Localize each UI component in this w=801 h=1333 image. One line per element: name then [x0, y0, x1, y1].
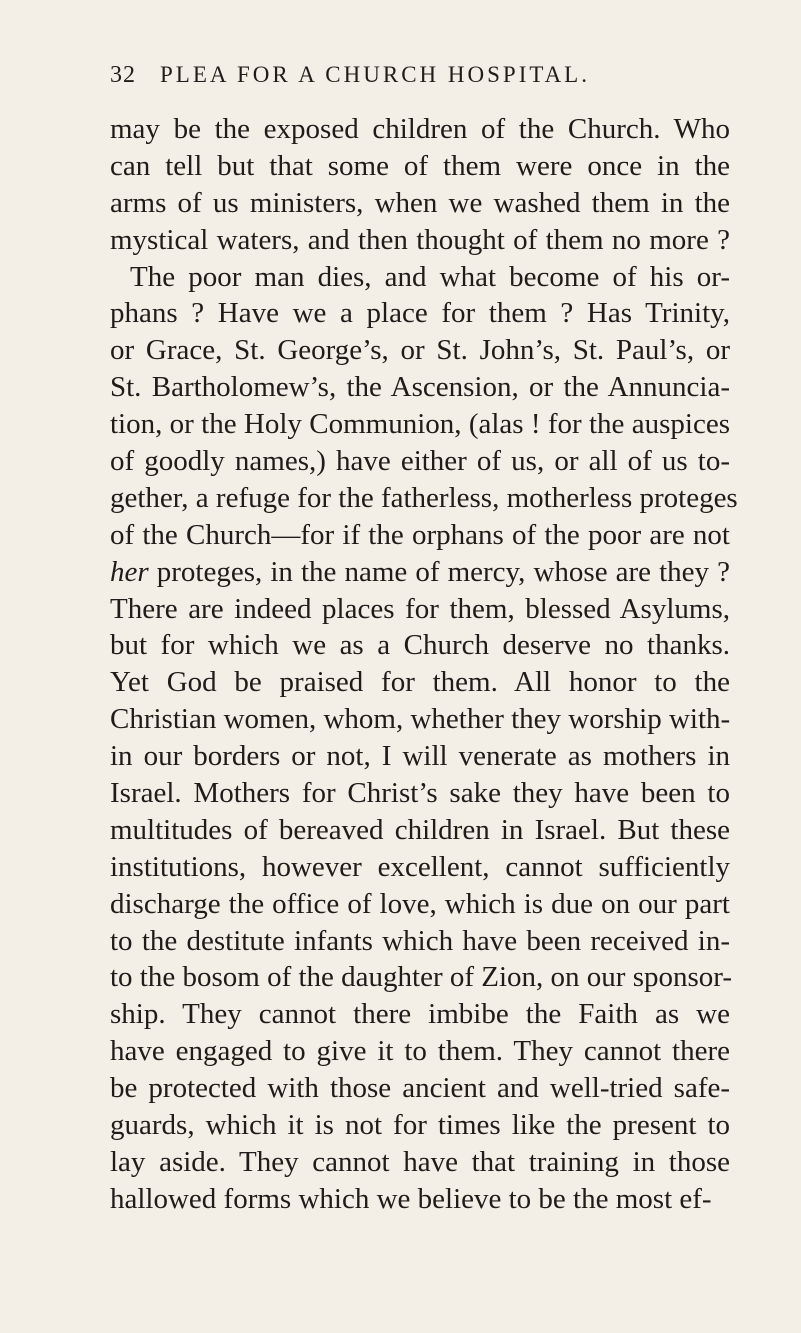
text-line: multitudes of bereaved children in Israel. But these: [110, 813, 730, 846]
text-line: of the Church—for if the orphans of the poor are not: [110, 518, 730, 551]
text-line: but for which we as a Church deserve no thanks.: [110, 629, 730, 662]
text-line: may be the exposed children of the Church. Who: [110, 113, 730, 145]
text-line: Yet God be praised for them. All honor to the: [110, 666, 730, 699]
text-line: in our borders or not, I will venerate as mothers in: [110, 740, 730, 773]
text-line: of goodly names,) have either of us, or all of us to-: [110, 445, 730, 478]
text-line: to the destitute infants which have been received in-: [110, 924, 730, 957]
text-line: can tell but that some of them were once in the: [110, 149, 730, 182]
text-line: hallowed forms which we believe to be the most ef-: [110, 1182, 712, 1215]
italic-word: her: [110, 555, 149, 588]
text-line: institutions, however excellent, cannot sufficiently: [110, 850, 730, 883]
text-line: ship. They cannot there imbibe the Faith as we: [110, 998, 730, 1031]
page-header: [110, 62, 720, 102]
text-line: Christian women, whom, whether they worship with-: [110, 703, 731, 736]
text-line-remainder: proteges, in the name of mercy, whose are they ?: [156, 555, 731, 588]
text-line: be protected with those ancient and well-tried safe-: [110, 1072, 730, 1105]
text-line: discharge the office of love, which is due on our part: [110, 887, 730, 920]
text-line: to the bosom of the daughter of Zion, on our sponsor-: [110, 961, 733, 994]
text-line: There are indeed places for them, blessed Asylums,: [110, 592, 730, 625]
page-number: 32: [110, 62, 136, 88]
text-line: arms of us ministers, when we washed them in the: [110, 186, 730, 219]
text-line: tion, or the Holy Communion, (alas ! for the auspices: [110, 408, 730, 441]
text-line: The poor man dies, and what become of his or-: [130, 260, 730, 293]
running-title: PLEA FOR A CHURCH HOSPITAL.: [160, 62, 590, 87]
text-line: gether, a refuge for the fatherless, motherless proteges: [110, 481, 738, 514]
text-line: lay aside. They cannot have that training in those: [110, 1145, 730, 1178]
text-line-with-italic: [110, 554, 730, 591]
text-line: guards, which it is not for times like the present to: [110, 1109, 730, 1142]
text-line: Israel. Mothers for Christ’s sake they have been to: [110, 777, 730, 810]
text-line: phans ? Have we a place for them ? Has Trinity,: [110, 297, 730, 330]
body-text: [110, 111, 738, 1218]
text-line: St. Bartholomew’s, the Ascension, or the Annuncia-: [110, 371, 730, 404]
text-line: mystical waters, and then thought of them no more ?: [110, 223, 730, 256]
text-line: have engaged to give it to them. They cannot there: [110, 1035, 730, 1068]
text-line: or Grace, St. George’s, or St. John’s, St. Paul’s, or: [110, 334, 730, 367]
